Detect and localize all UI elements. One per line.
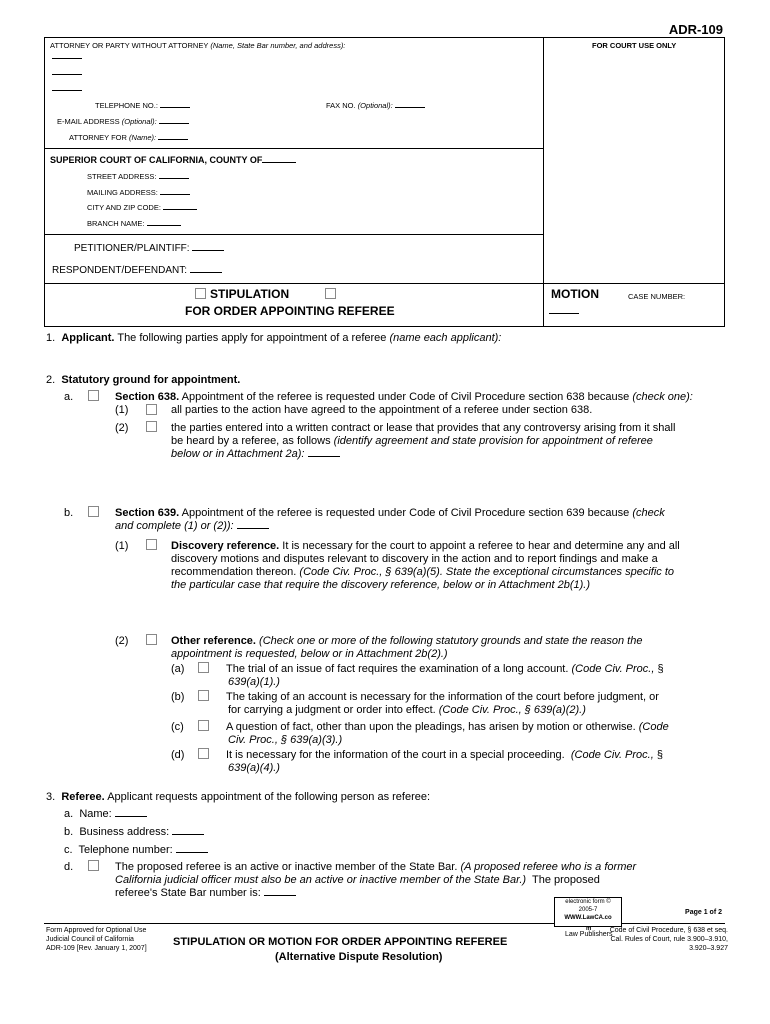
other-reference-checkbox[interactable] bbox=[146, 634, 157, 645]
parties-divider bbox=[44, 234, 543, 235]
item2b1-text: Discovery reference. It is necessary for the court to appoint a referee to hear and determine any and all discovery motions and disputes relevant to discovery in the action and to report findings and make a recommendation thereon. (Code Civ. Proc., § 639(a)(5). State the exceptional circumstances specific to the particular case that require the discovery reference, below or in Attachment 2b(1).) bbox=[171, 540, 680, 591]
item2bd-letter: (d) bbox=[171, 749, 185, 761]
item3d-letter: d. bbox=[64, 861, 74, 873]
item2b1-num: (1) bbox=[115, 540, 129, 552]
footer-citations: Code of Civil Procedure, § 638 et seq. Cal. Rules of Court, rule 3.900–3.910, 3.920–3.927 bbox=[609, 927, 728, 952]
item3-heading: 3. Referee. Applicant requests appointment of the following person as referee: bbox=[46, 791, 431, 803]
attorney-line-3[interactable] bbox=[52, 90, 82, 91]
stipulation-label: STIPULATION bbox=[210, 287, 290, 301]
attorney-label: ATTORNEY OR PARTY WITHOUT ATTORNEY (Name, State Bar number, and address): bbox=[50, 41, 346, 50]
attorney-line-1[interactable] bbox=[52, 58, 82, 59]
footer-title: STIPULATION OR MOTION FOR ORDER APPOINTING REFEREE bbox=[173, 936, 508, 948]
section639-checkbox[interactable] bbox=[88, 506, 99, 517]
publisher-stamp: electronic form © 2005-7 WWW.LawCA.co bbox=[554, 897, 622, 927]
special-proceeding-checkbox[interactable] bbox=[198, 748, 209, 759]
title-divider bbox=[44, 283, 725, 284]
mailing-field[interactable]: MAILING ADDRESS: bbox=[87, 188, 190, 197]
court-divider bbox=[44, 148, 543, 149]
telephone-field[interactable]: TELEPHONE NO.: bbox=[95, 101, 190, 110]
item2a1-num: (1) bbox=[115, 404, 129, 416]
item2bb-letter: (b) bbox=[171, 691, 185, 703]
referee-phone-field[interactable]: c. Telephone number: bbox=[64, 844, 208, 857]
taking-account-checkbox[interactable] bbox=[198, 690, 209, 701]
item2bc-text: A question of fact, other than upon the pleadings, has arisen by motion or otherwise. (Code Civ. Proc., § 639(a)(3).) bbox=[226, 721, 669, 746]
item2a2-num: (2) bbox=[115, 422, 129, 434]
street-field[interactable]: STREET ADDRESS: bbox=[87, 172, 189, 181]
item2bc-letter: (c) bbox=[171, 721, 184, 733]
item2bd-text: It is necessary for the information of the court in a special proceeding. (Code Civ. Proc., § 639(a)(4).) bbox=[226, 749, 663, 774]
section638-checkbox[interactable] bbox=[88, 390, 99, 401]
page-number: Page 1 of 2 bbox=[685, 909, 722, 916]
stipulation-checkbox[interactable] bbox=[195, 288, 206, 299]
branch-field[interactable]: BRANCH NAME: bbox=[87, 219, 181, 228]
item2a2-text: the parties entered into a written contract or lease that provides that any controversy arising from it shall be heard by a referee, as follows (identify agreement and state provision for appointment of referee below or in Attachment 2a): bbox=[171, 422, 676, 460]
item1-applicant: 1. Applicant. The following parties apply for appointment of a referee (name each applicant): bbox=[46, 332, 502, 344]
agreed-checkbox[interactable] bbox=[146, 404, 157, 415]
contract-checkbox[interactable] bbox=[146, 421, 157, 432]
attorney-for-field[interactable]: ATTORNEY FOR (Name): bbox=[69, 133, 188, 142]
item2a1-text: all parties to the action have agreed to the appointment of a referee under section 638. bbox=[171, 404, 593, 416]
long-account-checkbox[interactable] bbox=[198, 662, 209, 673]
footer-left: Form Approved for Optional Use Judicial Council of California ADR-109 [Rev. January 1, 2007] bbox=[46, 927, 147, 952]
petitioner-field[interactable]: PETITIONER/PLAINTIFF: bbox=[74, 243, 224, 254]
case-number-line[interactable] bbox=[549, 313, 579, 314]
discovery-checkbox[interactable] bbox=[146, 539, 157, 550]
form-number: ADR-109 bbox=[668, 22, 723, 37]
order-title: FOR ORDER APPOINTING REFEREE bbox=[185, 304, 395, 318]
respondent-field[interactable]: RESPONDENT/DEFENDANT: bbox=[52, 265, 222, 276]
city-field[interactable]: CITY AND ZIP CODE: bbox=[87, 203, 197, 212]
publisher-name: Law Publishers bbox=[565, 931, 613, 938]
item2b-letter: b. bbox=[64, 507, 74, 519]
stamp-suffix: m bbox=[586, 926, 592, 932]
referee-name-field[interactable]: a. Name: bbox=[64, 808, 147, 821]
referee-address-field[interactable]: b. Business address: bbox=[64, 826, 204, 839]
question-fact-checkbox[interactable] bbox=[198, 720, 209, 731]
item2ba-letter: (a) bbox=[171, 663, 185, 675]
motion-label: MOTION bbox=[551, 287, 599, 301]
footer-rule bbox=[44, 923, 725, 924]
item2bb-text: The taking of an account is necessary for the information of the court before judgment, or for carrying a judgment or order into effect. (Code Civ. Proc., § 639(a)(2).) bbox=[226, 691, 659, 716]
email-field[interactable]: E-MAIL ADDRESS (Optional): bbox=[57, 117, 189, 126]
item2ba-text: The trial of an issue of fact requires the examination of a long account. (Code Civ. Proc., § 639(a)(1).) bbox=[226, 663, 664, 688]
attorney-line-2[interactable] bbox=[52, 74, 82, 75]
item2b-text: Section 639. Appointment of the referee is requested under Code of Civil Procedure section 639 because (check and complete (1) or (2)): bbox=[115, 507, 665, 532]
footer-subtitle: (Alternative Dispute Resolution) bbox=[275, 951, 443, 963]
item2-heading: 2. Statutory ground for appointment. bbox=[46, 374, 241, 386]
item2b2-num: (2) bbox=[115, 635, 129, 647]
item2a-text: Section 638. Appointment of the referee is requested under Code of Civil Procedure section 638 because (check one): bbox=[115, 391, 693, 403]
court-use-label: FOR COURT USE ONLY bbox=[592, 41, 677, 50]
motion-checkbox[interactable] bbox=[325, 288, 336, 299]
case-number-label: CASE NUMBER: bbox=[628, 292, 686, 301]
item3d-text: The proposed referee is an active or inactive member of the State Bar. (A proposed referee who is a former California judicial officer must also be an active or inactive member of the State Bar.) The proposed referee's State Bar number is: bbox=[115, 861, 637, 899]
court-title[interactable]: SUPERIOR COURT OF CALIFORNIA, COUNTY OF bbox=[50, 155, 296, 165]
item2b2-text: Other reference. (Check one or more of the following statutory grounds and state the reason the appointment is requested, below or in Attachment 2b(2).) bbox=[171, 635, 643, 660]
state-bar-checkbox[interactable] bbox=[88, 860, 99, 871]
fax-field[interactable]: FAX NO. (Optional): bbox=[326, 101, 425, 110]
item2a-letter: a. bbox=[64, 391, 74, 403]
